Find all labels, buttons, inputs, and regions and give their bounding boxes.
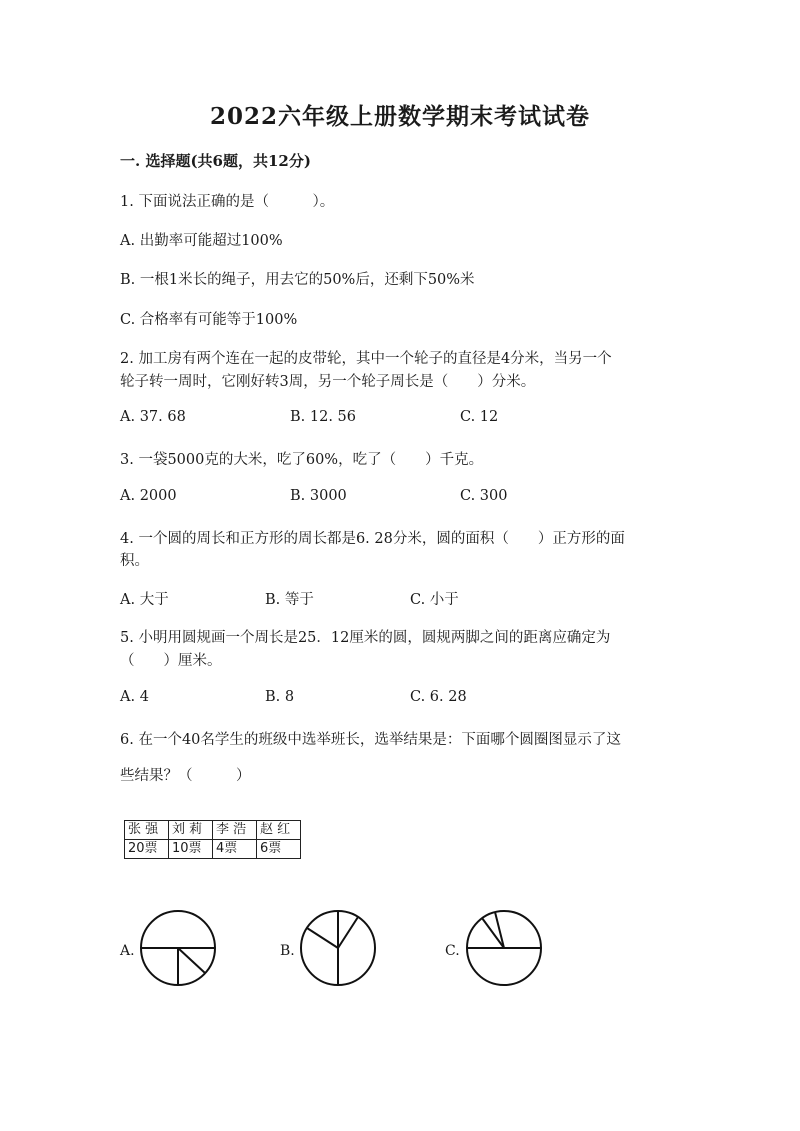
pie-chart-option-b <box>298 908 378 988</box>
question-3-option-b: B. 3000 <box>290 488 347 504</box>
question-6-stem-line-1: 6. 在一个40名学生的班级中选举班长，选举结果是：下面哪个圆圈图显示了这 <box>120 732 621 748</box>
question-1-stem: 1. 下面说法正确的是（ ）。 <box>120 194 335 210</box>
question-4-option-a: A. 大于 <box>120 592 169 608</box>
question-2-option-b: B. 12. 56 <box>290 409 356 425</box>
candidate-name: 刘 莉 <box>169 821 213 840</box>
vote-count: 20票 <box>125 840 169 859</box>
question-2-option-a: A. 37. 68 <box>120 409 186 425</box>
candidate-name: 赵 红 <box>257 821 301 840</box>
pie-option-a-label: A. <box>120 943 135 959</box>
question-5-option-a: A. 4 <box>120 689 149 705</box>
question-1-option-a: A. 出勤率可能超过100% <box>120 233 283 249</box>
pie-chart-option-a <box>138 908 218 988</box>
exam-title: 2022六年级上册数学期末考试试卷 <box>209 103 590 130</box>
candidate-name: 张 强 <box>125 821 169 840</box>
question-5-stem-line-1: 5. 小明用圆规画一个周长是25．12厘米的圆，圆规两脚之间的距离应确定为 <box>120 630 611 646</box>
question-5-option-c: C. 6. 28 <box>410 689 467 705</box>
vote-count: 10票 <box>169 840 213 859</box>
question-4-option-c: C. 小于 <box>410 592 459 608</box>
pie-chart-option-c <box>464 908 544 988</box>
pie-option-b-label: B. <box>280 943 295 959</box>
vote-count: 6票 <box>257 840 301 859</box>
question-1-option-c: C. 合格率有可能等于100% <box>120 312 298 328</box>
candidate-name: 李 浩 <box>213 821 257 840</box>
question-3-stem: 3. 一袋5000克的大米，吃了60%，吃了（ ）千克。 <box>120 452 484 468</box>
vote-results-table <box>124 820 301 859</box>
table-row-votes <box>125 840 301 859</box>
question-4-stem-line-1: 4. 一个圆的周长和正方形的周长都是6. 28分米，圆的面积（ ）正方形的面 <box>120 531 625 547</box>
question-2-stem-line-2: 轮子转一周时，它刚好转3周，另一个轮子周长是（ ）分米。 <box>120 374 536 390</box>
question-6-stem-line-2: 些结果？（ ） <box>120 768 251 784</box>
question-5-stem-line-2: （ ）厘米。 <box>120 653 222 669</box>
question-1-option-b: B. 一根1米长的绳子，用去它的50%后，还剩下50%米 <box>120 272 475 288</box>
table-row-names <box>125 821 301 840</box>
question-3-option-a: A. 2000 <box>120 488 177 504</box>
pie-option-c-label: C. <box>445 943 460 959</box>
question-3-option-c: C. 300 <box>460 488 508 504</box>
question-5-option-b: B. 8 <box>265 689 295 705</box>
question-4-option-b: B. 等于 <box>265 592 314 608</box>
vote-count: 4票 <box>213 840 257 859</box>
question-2-stem-line-1: 2. 加工房有两个连在一起的皮带轮，其中一个轮子的直径是4分米，当另一个 <box>120 351 612 367</box>
section-heading: 一. 选择题(共6题，共12分) <box>120 152 311 170</box>
question-2-option-c: C. 12 <box>460 409 499 425</box>
question-4-stem-line-2: 积。 <box>120 553 149 569</box>
